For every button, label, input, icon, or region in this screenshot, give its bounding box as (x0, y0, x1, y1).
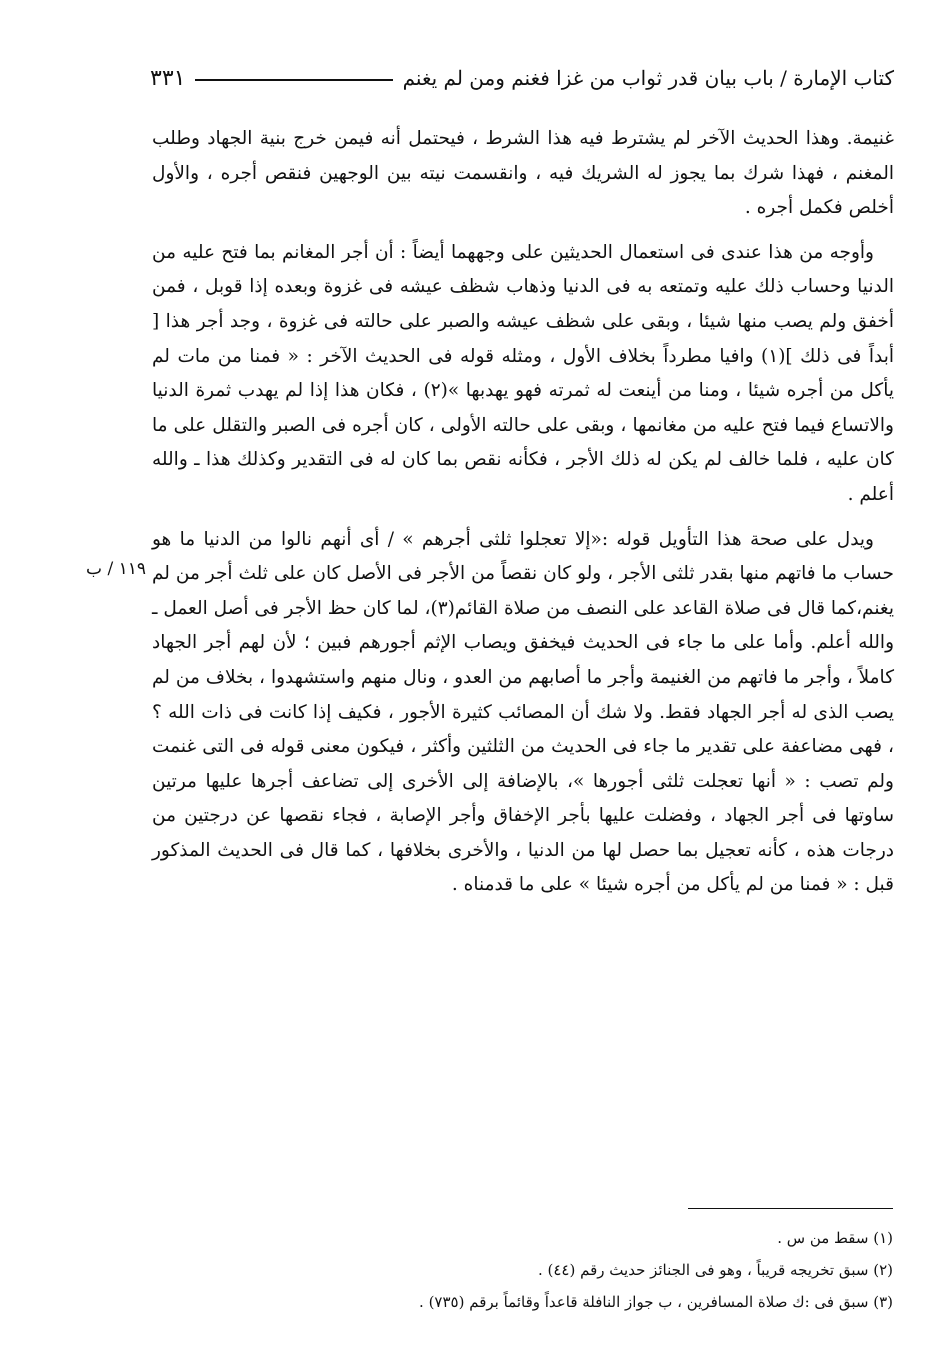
footnotes (300, 1222, 893, 1318)
paragraph-2: وأوجه من هذا عندى فى استعمال الحديثين على وجههما أيضاً : أن أجر المغانم بما فتح عليه من الدنيا وحساب ذلك عليه وتمتعه به فى الدنيا وذهاب شظف عيشه فى غزوة وبعده إذا قوبل ، فمن أخفق ولم يصب منها شيئا ، وبقى على شظف عيشه والصبر على حالته فى غزوة ، وجد أجر هذا [ أبداً فى ذلك ](١) وافيا مطرداً بخلاف الأول ، ومثله قوله فى الحديث الآخر : « فمنا من مات لم يأكل من أجره شيئا ، ومنا من أينعت له ثمرته فهو يهدبها »(٢) ، فكان هذا إذا لم يهدب ثمرة الدنيا والاتساع فيما فتح عليه من مغانمها ، وبقى على حالته الأولى ، كان أجره فى الصبر والتقلل على ما كان عليه ، فلما خالف لم يكن له ذلك الأجر ، فكأنه نقص بما كان له فى التقدير وكذلك هذا ـ والله أعلم . (152, 241, 895, 505)
paragraph-1: غنيمة. وهذا الحديث الآخر لم يشترط فيه هذا الشرط ، فيحتمل أنه فيمن خرج بنية الجهاد وطلب المغنم ، فهذا شرك بما يجوز له الشريك فيه ، وانقسمت نيته بين الوجهين فنقص أجره ، والأول أخلص فكمل أجره . (152, 128, 894, 219)
manuscript-folio-marker: ١١٩ / ب (86, 559, 146, 579)
page-number: ٣٣١ (150, 65, 186, 91)
paragraph-3: ويدل على صحة هذا التأويل قوله :«إلا تعجلوا ثلثى أجرهم » / أى أنهم نالوا من الدنيا ما هو حساب ما فاتهم منها بقدر ثلثى الأجر ، ولو كان نقصاً من الأجر فى الأصل كان على ثلث أجر من لم يغنم،كما قال فى صلاة القاعد على النصف من صلاة القائم(٣)، لما كان حظ الأجر فى أصل العمل ـ والله أعلم. وأما على ما جاء فى الحديث فيخفق ويصاب الإثم أجورهم فبين ؛ لأن لهم أجر الجهاد كاملاً ، وأجر ما فاتهم من الغنيمة وأجر ما أصابهم من العدو ، ونال منهم واستشهدوا ، بخلاف من لم يصب الذى له أجر الجهاد فقط. ولا شك أن المصائب كثيرة الأجور ، فكيف إذا كانت فى ذات الله ؟ ، فهى مضاعفة على تقدير ما جاء فى الحديث من الثلثين وأكثر ، فيكون معنى قوله فى التى غنمت ولم تصب : « أنها تعجلت ثلثى أجورها »، بالإضافة إلى الأخرى إلى تضاعف أجرها عليها مرتين ساوتها فى أجر الجهاد ، وفضلت عليها بأجر الإخفاق وأجر الإصابة ، فجاء نقصها عن درجتين من درجات هذه ، كأنه تعجيل بما حصل لها من الدنيا ، والأخرى بخلافها ، كما قال فى الحديث المذكور قبل : « فمنا من لم يأكل من أجره شيئا » على ما قدمناه . (152, 528, 895, 896)
running-header (150, 58, 894, 98)
main-text (152, 122, 894, 903)
header-title: كتاب الإمارة / باب بيان قدر ثواب من غزا فغنم ومن لم يغنم (402, 66, 894, 90)
header-rule (195, 79, 392, 81)
footnote-2: (٢) سبق تخريجه قريباً ، وهو فى الجنائز حديث رقم (٤٤) . (537, 1261, 893, 1279)
footnote-3: (٣) سبق فى :ك صلاة المسافرين ، ب جواز النافلة قاعداً وقائماً برقم (٧٣٥) . (419, 1293, 893, 1311)
footnote-divider (688, 1208, 893, 1209)
footnote-1: (١) سقط من س . (777, 1229, 893, 1247)
